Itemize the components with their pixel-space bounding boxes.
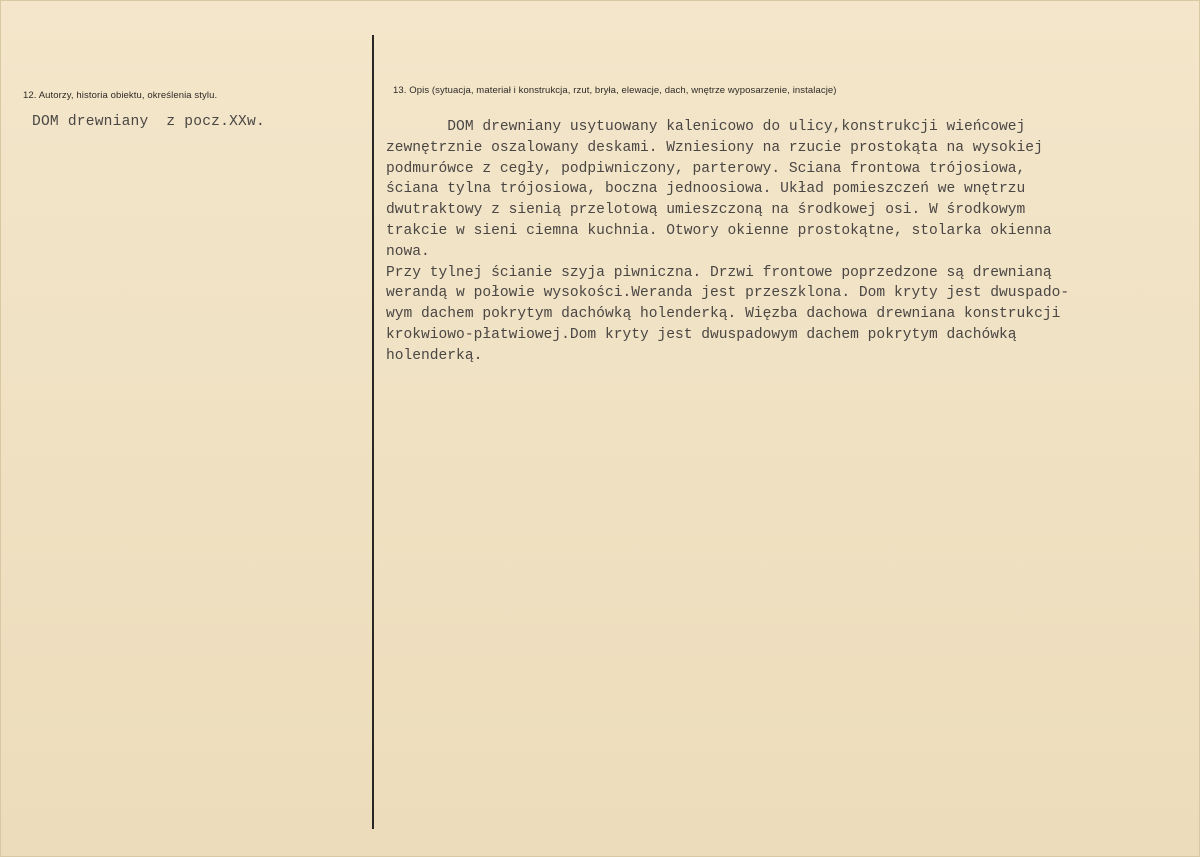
section-12-value: DOM drewniany z pocz.XXw. xyxy=(32,114,265,130)
description-line: werandą w połowie wysokości.Weranda jest przeszklona. Dom kryty jest dwuspado- xyxy=(386,285,1070,302)
section-12-label: 12. Autorzy, historia obiektu, określenia stylu. xyxy=(23,90,218,101)
description-line: nowa. xyxy=(386,243,430,260)
description-line: krokwiowo-płatwiowej.Dom kryty jest dwuspadowym dachem pokrytym dachówką xyxy=(386,326,1017,343)
description-line: dwutraktowy z sienią przelotową umieszczoną na środkowej osi. W środkowym xyxy=(386,202,1026,219)
description-line: podmurówce z cegły, podpiwniczony, parterowy. Sciana frontowa trójosiowa, xyxy=(386,160,1026,177)
section-13-label: 13. Opis (sytuacja, materiał i konstrukcja, rzut, bryła, elewacje, dach, wnętrze wyposarzenie, instalacje) xyxy=(393,85,837,96)
description-line: holenderką. xyxy=(386,347,483,364)
section-13-description xyxy=(386,117,1176,367)
description-line: Przy tylnej ścianie szyja piwniczna. Drzwi frontowe poprzedzone są drewnianą xyxy=(386,264,1052,281)
description-line: DOM drewniany usytuowany kalenicowo do ulicy,konstrukcji wieńcowej xyxy=(386,119,1026,135)
description-line: wym dachem pokrytym dachówką holenderką. Więzba dachowa drewniana konstrukcji xyxy=(386,306,1061,323)
description-line: trakcie w sieni ciemna kuchnia. Otwory okienne prostokątne, stolarka okienna xyxy=(386,222,1052,239)
description-line: ściana tylna trójosiowa, boczna jednoosiowa. Układ pomieszczeń we wnętrzu xyxy=(386,181,1026,198)
column-divider xyxy=(372,35,374,829)
description-line: zewnętrznie oszalowany deskami. Wzniesiony na rzucie prostokąta na wysokiej xyxy=(386,139,1043,156)
